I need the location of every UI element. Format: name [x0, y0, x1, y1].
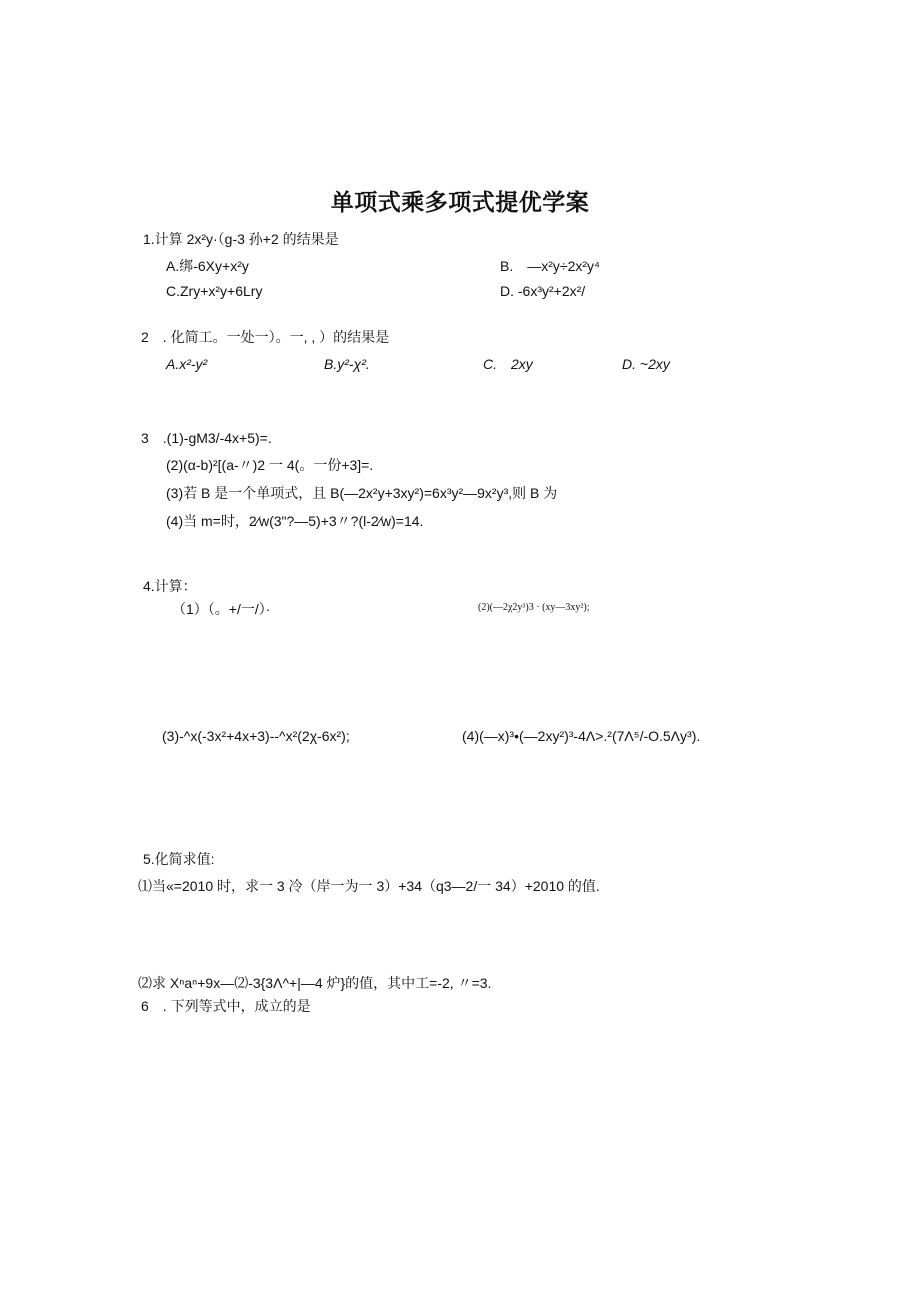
q1-option-a: A.绑-6Xy+x²y — [166, 258, 249, 274]
q2-option-b: B.y²-χ². — [324, 356, 370, 372]
q1-option-c: C.Zry+x²y+6Lry — [166, 283, 263, 299]
q4-part-1: （1）（。+/一/）· — [172, 601, 271, 617]
q1-stem: 1.计算 2x²y·（g-3 孙+2 的结果是 — [143, 231, 339, 247]
q2-stem: 2 . 化简工。一处一）。一, , ）的结果是 — [141, 329, 390, 345]
q5-part-1: ⑴当«=2010 时，求一 3 冷（岸一为一 3）+34（q3—2/一 34）+2010 的值. — [138, 878, 600, 894]
q4-part-2: (2)(—2χ2y³)3 · (xy—3xy²); — [478, 602, 590, 613]
q3-line-2: (2)(α-b)²[(a-〃)2 一 4(。一份+3]=. — [166, 457, 374, 473]
q2-option-a: A.x²-y² — [166, 356, 208, 372]
q1-option-d: D. -6x³y²+2x²/ — [500, 283, 586, 299]
q2-option-d: D. ~2xy — [622, 356, 670, 372]
q4-part-4: (4)(—x)³•(—2xy²)³-4Λ>.²(7Λ⁵/-O.5Λy³). — [462, 728, 701, 744]
q3-line-1: 3 .(1)-gM3/-4x+5)=. — [141, 430, 272, 446]
q3-line-3: (3)若 B 是一个单项式，且 B(—2x²y+3xy²)=6x³y²—9x²y³,则 B 为 — [166, 485, 558, 501]
q4-part-3: (3)-^x(-3x²+4x+3)--^x²(2χ-6x²); — [162, 728, 350, 744]
q2-option-c: C. 2xy — [483, 356, 533, 372]
q1-option-b: B. —x²y÷2x²y⁴ — [500, 258, 601, 274]
q5-part-2: ⑵求 Xⁿaⁿ+9x—⑵-3{3Λ^+|—4 炉}的值，其中工=-2, 〃=3. — [138, 975, 492, 991]
q4-heading: 4.计算： — [143, 578, 197, 594]
q5-heading: 5.化简求值: — [143, 851, 215, 867]
q3-line-4: (4)当 m=时，2⁄w(3"?—5)+3〃?(l-2⁄w)=14. — [166, 513, 424, 529]
page-title: 单项式乘多项式提优学案 — [330, 190, 590, 216]
q6-heading: 6 . 下列等式中，成立的是 — [141, 998, 311, 1014]
